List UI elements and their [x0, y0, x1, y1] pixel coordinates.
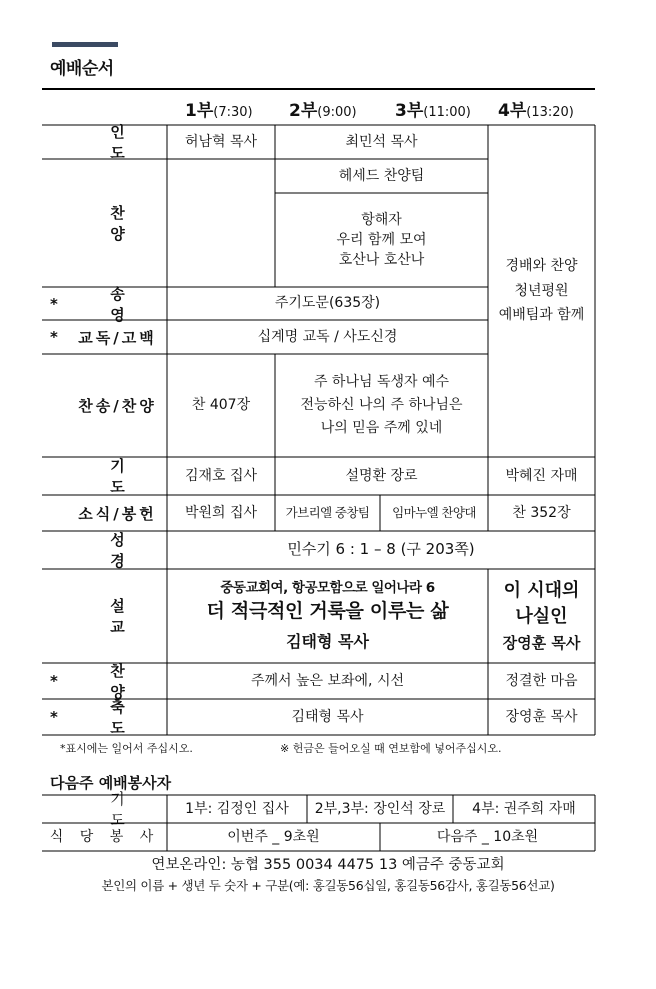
prayer-s1: 김재호 집사 [184, 467, 258, 484]
label-doxology: * 송 영 [50, 284, 165, 324]
prayer-s23: 설명환 장로 [345, 467, 418, 484]
label-praise: 찬 양 [110, 204, 165, 243]
label-sermon: 설 교 [110, 597, 165, 636]
closing-hymn-s4: 정결한 마음 [505, 672, 578, 689]
page-title: 예배순서 [50, 59, 114, 79]
label-offering: 소식/봉헌 [78, 504, 157, 523]
cafeteria-label: 식 당 봉 사 [49, 828, 160, 845]
praise-songs [275, 193, 488, 287]
offering-online: 연보온라인: 농협 355 0034 4475 13 예금주 중동교회 [151, 857, 505, 873]
confession-value: 십계명 교독 / 사도신경 [257, 328, 398, 345]
label-prayer: 기 도 [110, 457, 165, 496]
scripture-value: 민수기 6 : 1 – 8 (구 203쪽) [287, 540, 475, 559]
offering-s1: 박원희 집사 [184, 504, 258, 521]
hymn-s23 [275, 354, 488, 457]
s4-worship-line: 청년평원 [514, 282, 569, 299]
label-confession: * 교독/고백 [50, 328, 157, 347]
cafeteria-next-week: 다음주 _ 10초원 [436, 828, 539, 845]
s4-worship-line: 경배와 찬양 [505, 258, 578, 275]
praise-song: 항해자 [361, 211, 402, 228]
hymn-song: 주 하나님 독생자 예수 [313, 373, 450, 390]
sermon-s4-preacher: 장영훈 목사 [502, 633, 581, 652]
next-prayer-s4: 4부: 권주희 자매 [472, 800, 576, 817]
next-week-title: 다음주 예배봉사자 [50, 774, 172, 792]
sermon-s4-title: 나실인 [515, 605, 568, 627]
next-prayer-label: 기 도 [110, 790, 165, 829]
offering-s4: 찬 352장 [512, 504, 571, 521]
label-invocation: 인 도 [110, 123, 165, 162]
hymn-song: 나의 믿음 주께 있네 [320, 420, 443, 437]
hymn-s1: 찬 407장 [191, 397, 251, 414]
service-2-header: 2부(9:00) [289, 101, 357, 121]
invocation-s1: 허남혁 목사 [184, 133, 258, 150]
service-3-header: 3부(11:00) [395, 101, 471, 121]
invocation-s23: 최민석 목사 [345, 133, 418, 150]
offering-format: 본인의 이름 + 생년 두 숫자 + 구분(예: 홍길동56십일, 홍길동56감사, 홍길동56선교) [101, 878, 555, 893]
doxology-value: 주기도문(635장) [274, 295, 381, 312]
closing-hymn-value: 주께서 높은 보좌에, 시선 [250, 672, 405, 689]
benediction-value: 김태형 목사 [291, 708, 364, 725]
s4-worship [488, 125, 595, 457]
s4-worship-line: 예배팀과 함께 [498, 307, 585, 324]
praise-team: 헤세드 찬양팀 [338, 167, 425, 184]
label-hymn: 찬송/찬양 [78, 397, 157, 415]
sermon-preacher: 김태형 목사 [286, 631, 369, 651]
label-closing-hymn: * 찬 양 [50, 662, 165, 701]
sermon-s4-title: 이 시대의 [503, 580, 580, 602]
label-scripture: 성 경 [110, 531, 165, 570]
praise-song: 우리 함께 모여 [336, 231, 427, 248]
offering-s2: 가브리엘 중창팀 [285, 504, 370, 520]
prayer-s4: 박혜진 자매 [505, 467, 578, 484]
stand-note: *표시에는 일어서 주십시오. [60, 742, 193, 755]
service-1-header: 1부(7:30) [185, 101, 253, 121]
service-4-header: 4부(13:20) [498, 101, 574, 121]
sermon-s4 [488, 569, 595, 663]
benediction-s4: 장영훈 목사 [505, 708, 578, 725]
offering-note: ※ 헌금은 들어오실 때 연보함에 넣어주십시오. [280, 742, 502, 755]
sermon-main [167, 569, 488, 663]
offering-s3: 임마누엘 찬양대 [392, 504, 476, 520]
label-benediction: * 축 도 [50, 698, 165, 737]
sermon-subtitle: 중동교회여, 항공모함으로 일어나라 6 [220, 579, 435, 596]
hymn-song: 전능하신 나의 주 하나님은 [300, 396, 463, 413]
sermon-title: 더 적극적인 거룩을 이루는 삶 [206, 600, 449, 623]
praise-song: 호산나 호산나 [338, 252, 425, 269]
next-prayer-s1: 1부: 김정인 집사 [185, 800, 289, 817]
cafeteria-this-week: 이번주 _ 9초원 [227, 828, 320, 845]
next-prayer-s23: 2부,3부: 장인석 장로 [314, 800, 446, 817]
